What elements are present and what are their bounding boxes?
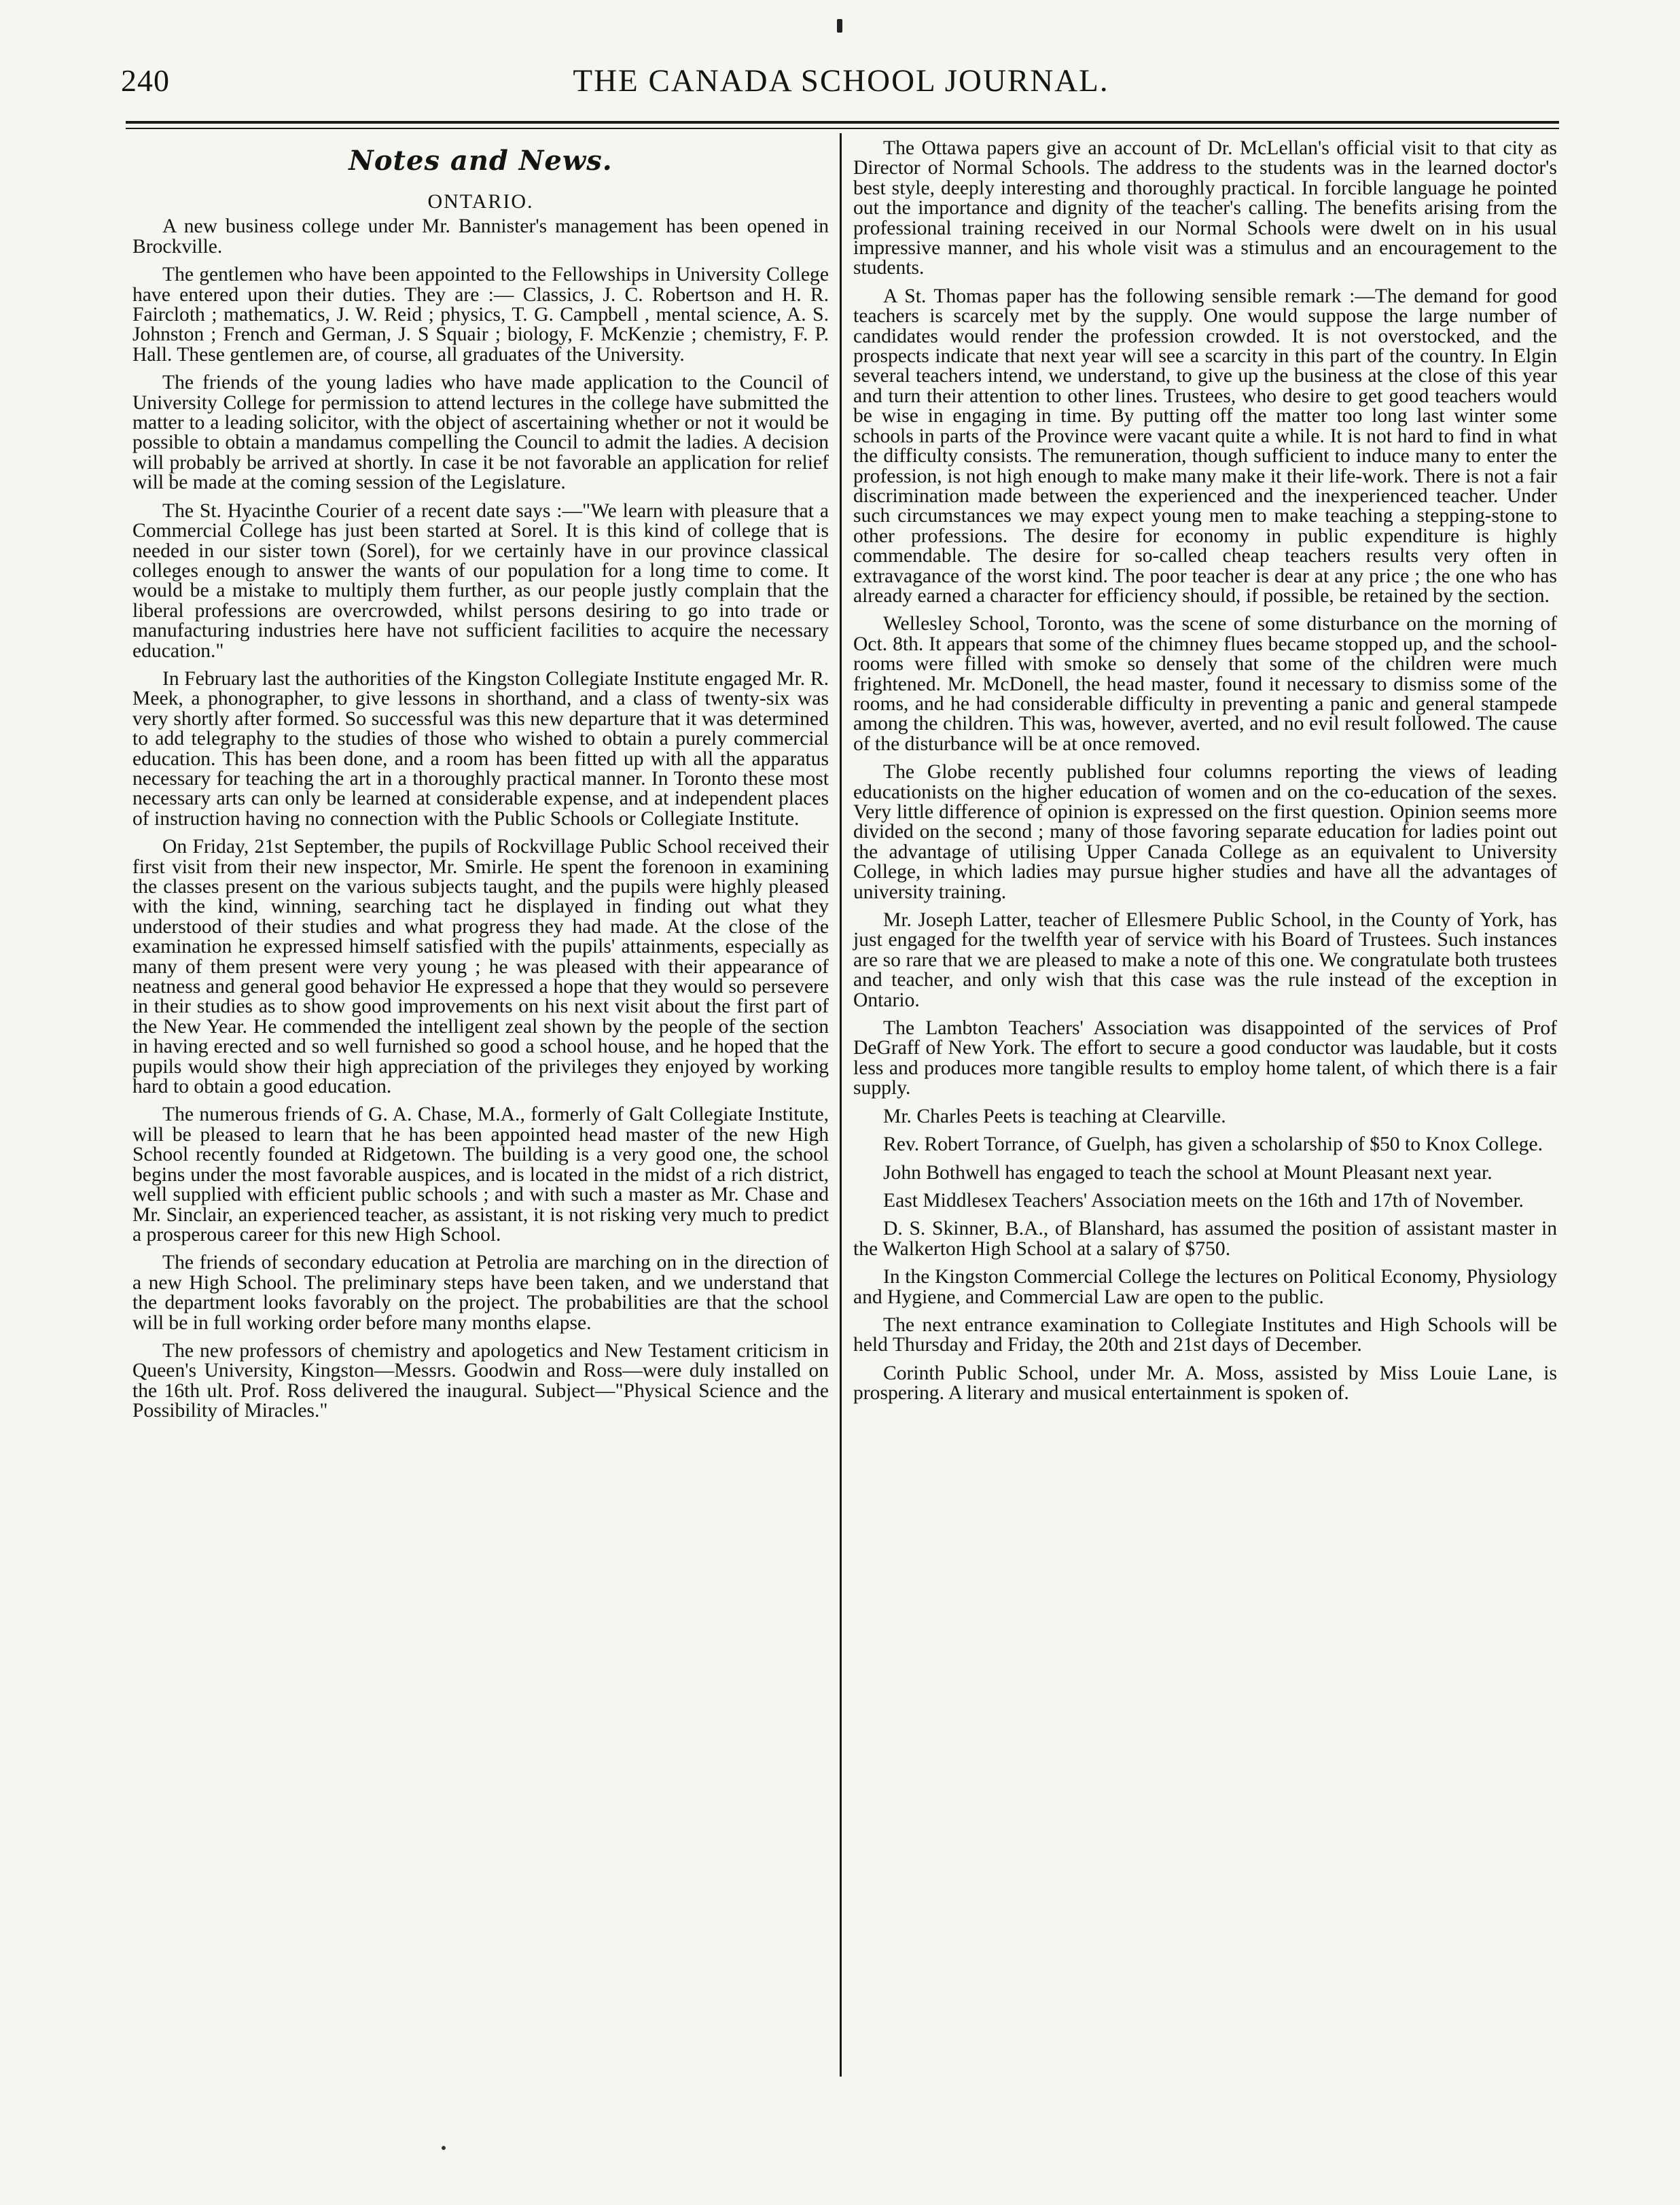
column-divider (840, 133, 842, 2077)
article-paragraph: Mr. Joseph Latter, teacher of Ellesmere Public School, in the County of York, has just engaged for the twelfth year of service with his Board of Trustees. Such instances are so rare that we are pleased to make a note of this one. We congratulate both trustees and teacher, and only wish that this case was the rule instead of the exception in Ontario. (853, 909, 1557, 1011)
article-paragraph: In February last the authorities of the Kingston Collegiate Institute engaged Mr. R. Meek, a phonographer, to give lessons in shorthand, and a class of twenty-six was very shortly after formed. So successful was this new departure that it was determined to add telegraphy to the studies of those who wished to obtain a purely commercial education. This has been done, and a room has been fitted up with all the apparatus necessary for teaching the art in a thoroughly practical manner. In Toronto these most necessary arts can only be learned at considerable expense, and at independent places of instruction having no connection with the Public Schools or Collegiate Institute. (132, 667, 829, 830)
page-header (121, 63, 1561, 117)
article-paragraph: The Lambton Teachers' Association was disappointed of the services of Prof DeGraff of New York. The effort to secure a good conductor was laudable, but it costs less and produces more tangible results to employ home talent, of which there is a fair supply. (853, 1017, 1557, 1099)
news-item: Corinth Public School, under Mr. A. Moss, assisted by Miss Louie Lane, is prospering. A literary and musical entertainment is spoken of. (853, 1362, 1557, 1405)
journal-title: THE CANADA SCHOOL JOURNAL. (573, 63, 1109, 99)
article-paragraph: The new professors of chemistry and apologetics and New Testament criticism in Queen's University, Kingston—Messrs. Goodwin and Ross—were duly installed on the 16th ult. Prof. Ross delivered the inaugural. Subject—"Physical Science and the Possibility of Miracles." (132, 1339, 829, 1422)
article-paragraph: The Ottawa papers give an account of Dr. McLellan's official visit to that city as Director of Normal Schools. The address to the students was in the learned doctor's best style, deeply interesting and thoroughly practical. In forcible language he pointed out the importance and dignity of the teacher's calling. The benefits arising from the professional training received in our Normal Schools were dwelt on in his usual impressive manner, and his whole visit was a stimulus and an encouragement to the students. (853, 137, 1557, 279)
article-paragraph: The friends of the young ladies who have made application to the Council of University College for permission to attend lectures in the college have submitted the matter to a leading solicitor, with the object of ascertaining whether or not it would be possible to obtain a mandamus compelling the Council to admit the ladies. A decision will probably be arrived at shortly. In case it be not favorable an application for relief will be made at the coming session of the Legislature. (132, 372, 829, 494)
left-column (132, 139, 829, 1422)
article-paragraph: The St. Hyacinthe Courier of a recent date says :—"We learn with pleasure that a Commercial College has just been started at Sorel. It is this kind of college that is needed in our sister town (Sorel), for we certainly have in our province classical colleges enough to answer the wants of our population for a long time to come. It would be a mistake to multiply them further, as our people justly complain that the liberal professions are overcrowded, whilst persons desiring to go into trade or manufacturing industries here have not sufficient facilities to acquire the necessary education." (132, 499, 829, 662)
article-paragraph: The Globe recently published four columns reporting the views of leading educationists on the higher education of women and on the co-education of the sexes. Very little difference of opinion is expressed on the first question. Opinion seems more divided on the second ; many of those favoring separate education for ladies point out the advantage of utilising Upper Canada College as an equivalent to University College, in which ladies may pursue higher studies and have all the advantages of university training. (853, 761, 1557, 903)
right-column (853, 139, 1557, 1404)
print-speck (442, 2146, 446, 2150)
news-item: John Bothwell has engaged to teach the school at Mount Pleasant next year. (883, 1161, 1493, 1184)
news-item: Mr. Charles Peets is teaching at Clearville. (883, 1105, 1226, 1127)
article-paragraph: On Friday, 21st September, the pupils of Rockvillage Public School received their first visit from their new inspector, Mr. Smirle. He spent the forenoon in examining the classes present on the various subjects taught, and the pupils were highly pleased with the kind, winning, searching tact he displayed in finding out what they understood of their studies and what progress they had made. At the close of the examination he expressed himself satisfied with the pupils' attainments, especially as many of them present were very young ; he was pleased with their appearance of neatness and general good behavior He expressed a hope that they would so persevere in their studies as to show good improvements on his next visit about the first part of the New Year. He commended the intelligent zeal shown by the people of the section in having erected and so well furnished so good a school house, and he hoped that the pupils would show their high appreciation of the privileges they enjoyed by working hard to obtain a good education. (132, 836, 829, 1098)
article-paragraph: A new business college under Mr. Bannister's management has been opened in Brockville. (132, 215, 829, 258)
page-number: 240 (121, 63, 170, 98)
article-paragraph: The friends of secondary education at Petrolia are marching on in the direction of a new High School. The preliminary steps have been taken, and we understand that the department looks favorably on the project. The probabilities are that the school will be in full working order before many months elapse. (132, 1252, 829, 1334)
article-paragraph: Wellesley School, Toronto, was the scene of some disturbance on the morning of Oct. 8th. It appears that some of the chimney flues became stopped up, and the school-rooms were filled with smoke so densely that some of the children were much frightened. Mr. McDonell, the head master, found it necessary to dismiss some of the rooms, and he had considerable difficulty in preventing a panic and general stampede among the children. This was, however, averted, and no evil result followed. The cause of the disturbance will be at once removed. (853, 613, 1557, 755)
print-mark (837, 19, 842, 33)
section-title: Notes and News. (348, 145, 613, 177)
news-item: The next entrance examination to Collegiate Institutes and High Schools will be held Thursday and Friday, the 20th and 21st days of December. (853, 1313, 1557, 1356)
header-rule-thick (126, 121, 1559, 124)
section-subtitle: ONTARIO. (427, 190, 534, 213)
news-item: East Middlesex Teachers' Association meets on the 16th and 17th of November. (883, 1189, 1524, 1212)
article-paragraph: The numerous friends of G. A. Chase, M.A., formerly of Galt Collegiate Institute, will be pleased to learn that he has been appointed head master of the new High School recently founded at Ridgetown. The building is a very good one, the school begins under the most favorable auspices, and is located in the midst of a rich district, well supplied with efficient public schools ; and with such a master as Mr. Chase and Mr. Sinclair, an experienced teacher, as assistant, it is not risking very much to predict a prosperous career for this new High School. (132, 1104, 829, 1246)
news-item: In the Kingston Commercial College the lectures on Political Economy, Physiology and Hygiene, and Commercial Law are open to the public. (853, 1266, 1557, 1308)
news-item: Rev. Robert Torrance, of Guelph, has given a scholarship of $50 to Knox College. (883, 1133, 1543, 1156)
article-paragraph: The gentlemen who have been appointed to the Fellowships in University College have entered upon their duties. They are :— Classics, J. C. Robertson and H. R. Faircloth ; mathematics, J. W. Reid ; physics, T. G. Campbell , mental science, A. S. Johnston ; French and German, J. S Squair ; biology, F. McKenzie ; chemistry, F. P. Hall. These gentlemen are, of course, all graduates of the University. (132, 264, 829, 366)
article-paragraph: A St. Thomas paper has the following sensible remark :—The demand for good teachers is scarcely met by the supply. One would suppose the large number of candidates would render the profession crowded. It is not overstocked, and the prospects indicate that next year will see a scarcity in this part of the country. In Elgin several teachers intend, we understand, to give up the business at the close of this year and turn their attention to other lines. Trustees, who desire to get good teachers would be wise in engaging in time. By putting off the matter too long last winter some schools in parts of the Province were vacant quite a while. It is not hard to find in what the difficulty consists. The remuneration, though sufficient to induce many to enter the profession, is not high enough to make many make it their life-work. There is not a fair discrimination made between the experienced and the inexperienced teacher. Under such circumstances we may expect young men to make teaching a stepping-stone to other professions. The desire for economy in public expenditure is highly commendable. The desire for so-called cheap teachers results very often in extravagance of the worst kind. The poor teacher is dear at any price ; the one who has already earned a character for efficiency should, if possible, be retained by the section. (853, 285, 1557, 607)
news-item: D. S. Skinner, B.A., of Blanshard, has assumed the position of assistant master in the Walkerton High School at a salary of $750. (853, 1218, 1557, 1260)
header-rule-thin (126, 128, 1559, 129)
